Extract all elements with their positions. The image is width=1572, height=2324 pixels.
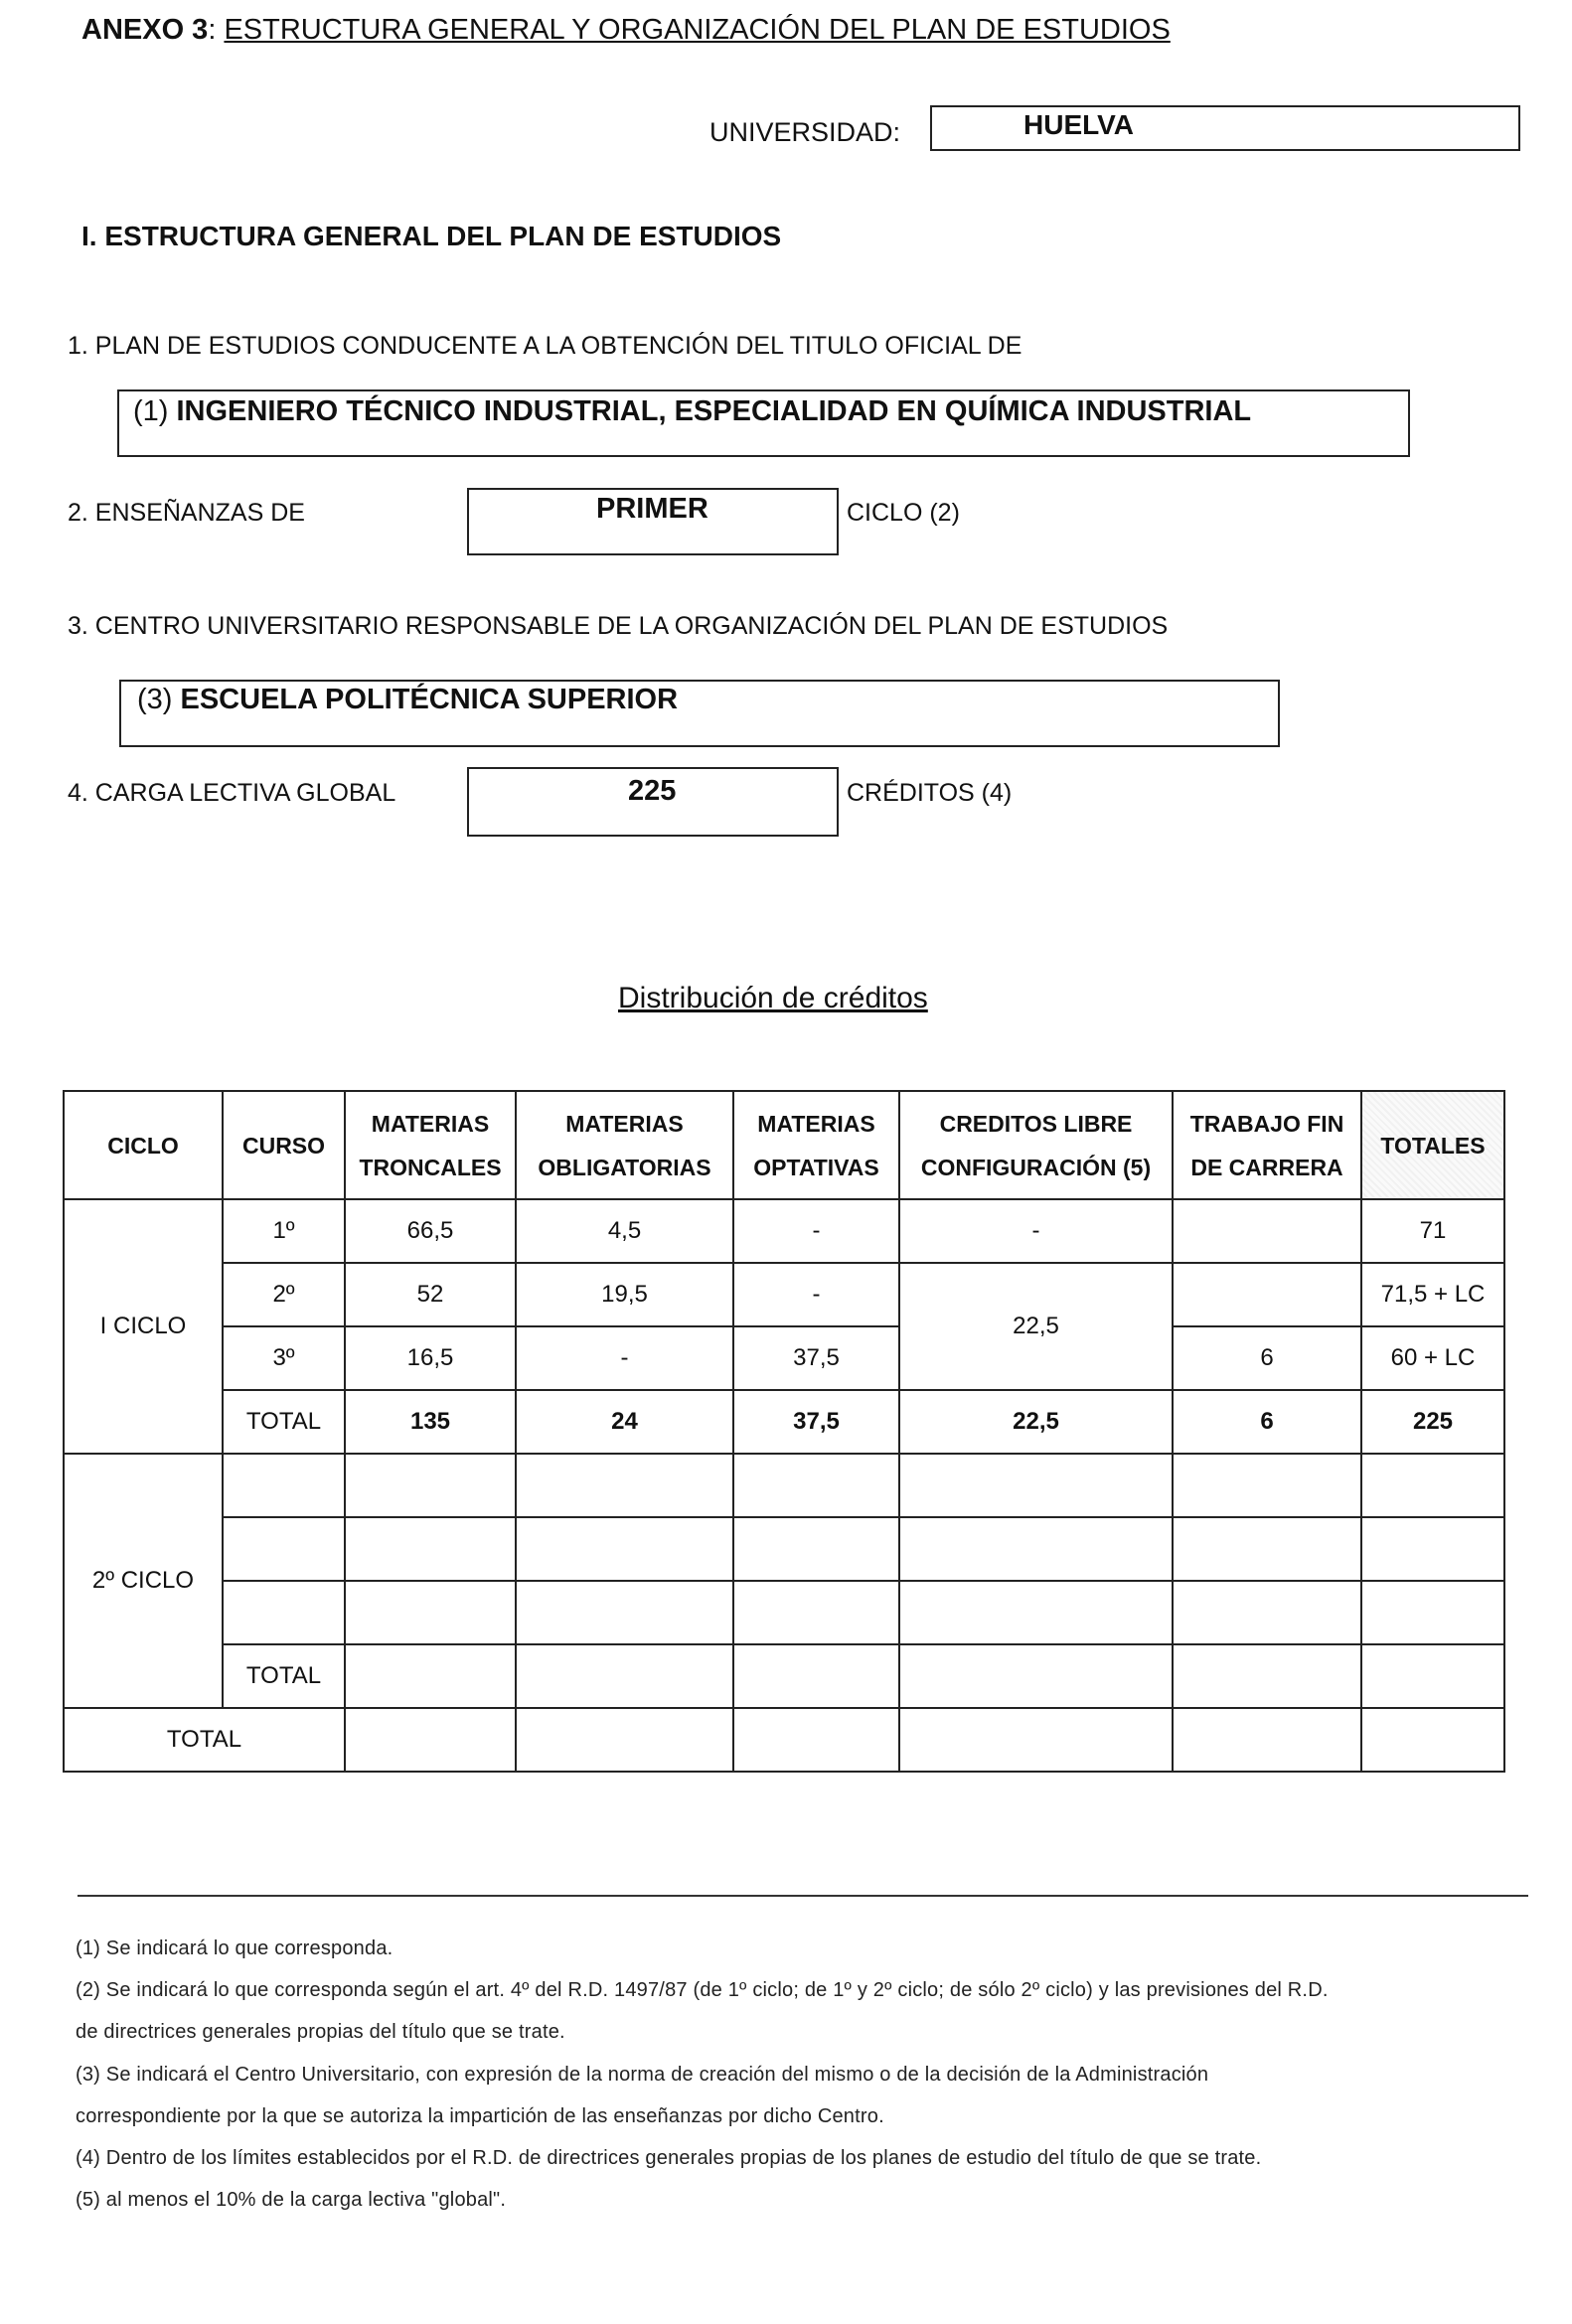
empty-cell bbox=[899, 1644, 1173, 1708]
empty-cell bbox=[345, 1708, 516, 1772]
header-obligatorias bbox=[516, 1091, 733, 1199]
table-row bbox=[64, 1199, 1504, 1263]
table-header-row bbox=[64, 1091, 1504, 1199]
credits-distribution-table bbox=[63, 1090, 1505, 1773]
cell-libre: - bbox=[899, 1199, 1173, 1263]
cell-optativas: - bbox=[733, 1199, 899, 1263]
empty-cell bbox=[345, 1454, 516, 1517]
center-name: ESCUELA POLITÉCNICA SUPERIOR bbox=[180, 684, 679, 715]
item4-label: 4. CARGA LECTIVA GLOBAL bbox=[68, 779, 396, 807]
ciclo1-label: I CICLO bbox=[64, 1199, 223, 1454]
footnote-2: (2) Se indicará lo que corresponda según el art. 4º del R.D. 1497/87 (de 1º ciclo; de 1º y 2º ciclo; de sólo 2º ciclo) y las previsiones del R.D. bbox=[76, 1979, 1329, 2001]
cycle-suffix: CICLO (2) bbox=[847, 499, 960, 527]
header-optativas-line1: MATERIAS bbox=[757, 1110, 875, 1137]
empty-cell bbox=[516, 1581, 733, 1644]
cell-libre-merged: 22,5 bbox=[899, 1263, 1173, 1390]
empty-cell bbox=[899, 1581, 1173, 1644]
footnote-1: (1) Se indicará lo que corresponda. bbox=[76, 1937, 393, 1959]
table-row bbox=[64, 1263, 1504, 1326]
center-footnote-ref: (3) bbox=[137, 684, 181, 715]
header-curso: CURSO bbox=[223, 1091, 345, 1199]
cell-trabajo bbox=[1173, 1263, 1361, 1326]
empty-cell bbox=[733, 1708, 899, 1772]
empty-cell bbox=[1361, 1517, 1504, 1581]
header-optativas bbox=[733, 1091, 899, 1199]
header-totales: TOTALES bbox=[1361, 1091, 1504, 1199]
empty-cell bbox=[345, 1517, 516, 1581]
grand-total-label: TOTAL bbox=[64, 1708, 345, 1772]
header-optativas-line2: OPTATIVAS bbox=[753, 1154, 879, 1180]
cell-trabajo bbox=[1173, 1199, 1361, 1263]
empty-cell bbox=[223, 1581, 345, 1644]
empty-cell bbox=[1173, 1581, 1361, 1644]
cell-optativas-total: 37,5 bbox=[733, 1390, 899, 1454]
empty-cell bbox=[899, 1517, 1173, 1581]
cell-totales: 60 + LC bbox=[1361, 1326, 1504, 1390]
cell-curso: 2º bbox=[223, 1263, 345, 1326]
center-value bbox=[137, 684, 678, 716]
empty-cell bbox=[1173, 1644, 1361, 1708]
header-libre-line1: CREDITOS LIBRE bbox=[939, 1110, 1133, 1137]
header-troncales-line1: MATERIAS bbox=[371, 1110, 490, 1137]
cell-optativas: - bbox=[733, 1263, 899, 1326]
table-row bbox=[64, 1326, 1504, 1390]
empty-cell bbox=[1173, 1517, 1361, 1581]
empty-cell bbox=[345, 1581, 516, 1644]
header-trabajo-line1: TRABAJO FIN bbox=[1189, 1110, 1344, 1137]
empty-cell bbox=[223, 1517, 345, 1581]
empty-cell bbox=[1361, 1644, 1504, 1708]
cell-obligatorias: 4,5 bbox=[516, 1199, 733, 1263]
university-field bbox=[930, 105, 1520, 151]
distribution-title: Distribución de créditos bbox=[618, 982, 928, 1014]
cell-libre-total: 22,5 bbox=[899, 1390, 1173, 1454]
cell-curso: 3º bbox=[223, 1326, 345, 1390]
section-title: I. ESTRUCTURA GENERAL DEL PLAN DE ESTUDIOS bbox=[81, 221, 782, 251]
cell-totales-total: 225 bbox=[1361, 1390, 1504, 1454]
cell-obligatorias-total: 24 bbox=[516, 1390, 733, 1454]
header-obligatorias-line2: OBLIGATORIAS bbox=[538, 1154, 711, 1180]
cell-optativas: 37,5 bbox=[733, 1326, 899, 1390]
cell-troncales: 16,5 bbox=[345, 1326, 516, 1390]
header-troncales bbox=[345, 1091, 516, 1199]
header-trabajo bbox=[1173, 1091, 1361, 1199]
empty-cell bbox=[899, 1454, 1173, 1517]
cell-totales: 71 bbox=[1361, 1199, 1504, 1263]
empty-cell bbox=[733, 1517, 899, 1581]
empty-cell bbox=[1361, 1581, 1504, 1644]
cell-troncales: 66,5 bbox=[345, 1199, 516, 1263]
cell-troncales-total: 135 bbox=[345, 1390, 516, 1454]
header-troncales-line2: TRONCALES bbox=[359, 1154, 502, 1180]
item1-label: 1. PLAN DE ESTUDIOS CONDUCENTE A LA OBTENCIÓN DEL TITULO OFICIAL DE bbox=[68, 332, 1022, 360]
annex-number: ANEXO 3 bbox=[81, 14, 209, 46]
header-libre-line2: CONFIGURACIÓN (5) bbox=[920, 1154, 1152, 1180]
university-value: HUELVA bbox=[1023, 109, 1134, 140]
empty-cell bbox=[345, 1644, 516, 1708]
empty-cell bbox=[1173, 1454, 1361, 1517]
footnote-divider bbox=[78, 1895, 1528, 1897]
grand-total-row bbox=[64, 1708, 1504, 1772]
item3-label: 3. CENTRO UNIVERSITARIO RESPONSABLE DE LA ORGANIZACIÓN DEL PLAN DE ESTUDIOS bbox=[68, 612, 1169, 640]
footnote-5: (5) al menos el 10% de la carga lectiva "global". bbox=[76, 2189, 507, 2211]
item2-label: 2. ENSEÑANZAS DE bbox=[68, 499, 305, 527]
empty-cell bbox=[733, 1644, 899, 1708]
table-row bbox=[64, 1517, 1504, 1581]
empty-cell bbox=[733, 1581, 899, 1644]
empty-cell bbox=[899, 1708, 1173, 1772]
cell-trabajo-total: 6 bbox=[1173, 1390, 1361, 1454]
cell-troncales: 52 bbox=[345, 1263, 516, 1326]
footnote-3-continued: correspondiente por la que se autoriza la impartición de las enseñanzas por dicho Centro. bbox=[76, 2105, 884, 2127]
table-row bbox=[64, 1581, 1504, 1644]
cell-trabajo: 6 bbox=[1173, 1326, 1361, 1390]
degree-value bbox=[133, 395, 1251, 428]
university-label: UNIVERSIDAD: bbox=[709, 117, 901, 147]
ciclo2-total-label: TOTAL bbox=[223, 1644, 345, 1708]
empty-cell bbox=[516, 1517, 733, 1581]
empty-cell bbox=[516, 1644, 733, 1708]
credits-value: 225 bbox=[628, 775, 677, 807]
annex-heading: ESTRUCTURA GENERAL Y ORGANIZACIÓN DEL PLAN DE ESTUDIOS bbox=[224, 14, 1171, 46]
cell-curso-total: TOTAL bbox=[223, 1390, 345, 1454]
empty-cell bbox=[1173, 1708, 1361, 1772]
cycle-value: PRIMER bbox=[596, 493, 708, 525]
footnote-4: (4) Dentro de los límites establecidos por el R.D. de directrices generales propias de los planes de estudio del título de que se trate. bbox=[76, 2147, 1262, 2169]
cell-totales: 71,5 + LC bbox=[1361, 1263, 1504, 1326]
empty-cell bbox=[733, 1454, 899, 1517]
header-libre bbox=[899, 1091, 1173, 1199]
header-trabajo-line2: DE CARRERA bbox=[1190, 1154, 1343, 1180]
cell-obligatorias: 19,5 bbox=[516, 1263, 733, 1326]
annex-title bbox=[81, 14, 1171, 47]
footnote-2-continued: de directrices generales propias del título que se trate. bbox=[76, 2021, 565, 2043]
ciclo1-total-row bbox=[64, 1390, 1504, 1454]
ciclo2-total-row bbox=[64, 1644, 1504, 1708]
empty-cell bbox=[1361, 1454, 1504, 1517]
empty-cell bbox=[223, 1454, 345, 1517]
table-row bbox=[64, 1454, 1504, 1517]
footnote-3: (3) Se indicará el Centro Universitario, con expresión de la norma de creación del mismo o de la decisión de la Administración bbox=[76, 2064, 1209, 2086]
ciclo2-label: 2º CICLO bbox=[64, 1454, 223, 1708]
cell-obligatorias: - bbox=[516, 1326, 733, 1390]
header-obligatorias-line1: MATERIAS bbox=[565, 1110, 684, 1137]
annex-colon: : bbox=[208, 14, 225, 46]
empty-cell bbox=[516, 1708, 733, 1772]
degree-footnote-ref: (1) bbox=[133, 395, 177, 427]
credits-suffix: CRÉDITOS (4) bbox=[847, 779, 1013, 807]
cell-curso: 1º bbox=[223, 1199, 345, 1263]
empty-cell bbox=[1361, 1708, 1504, 1772]
degree-name: INGENIERO TÉCNICO INDUSTRIAL, ESPECIALIDAD EN QUÍMICA INDUSTRIAL bbox=[176, 395, 1252, 427]
empty-cell bbox=[516, 1454, 733, 1517]
header-ciclo: CICLO bbox=[64, 1091, 223, 1199]
